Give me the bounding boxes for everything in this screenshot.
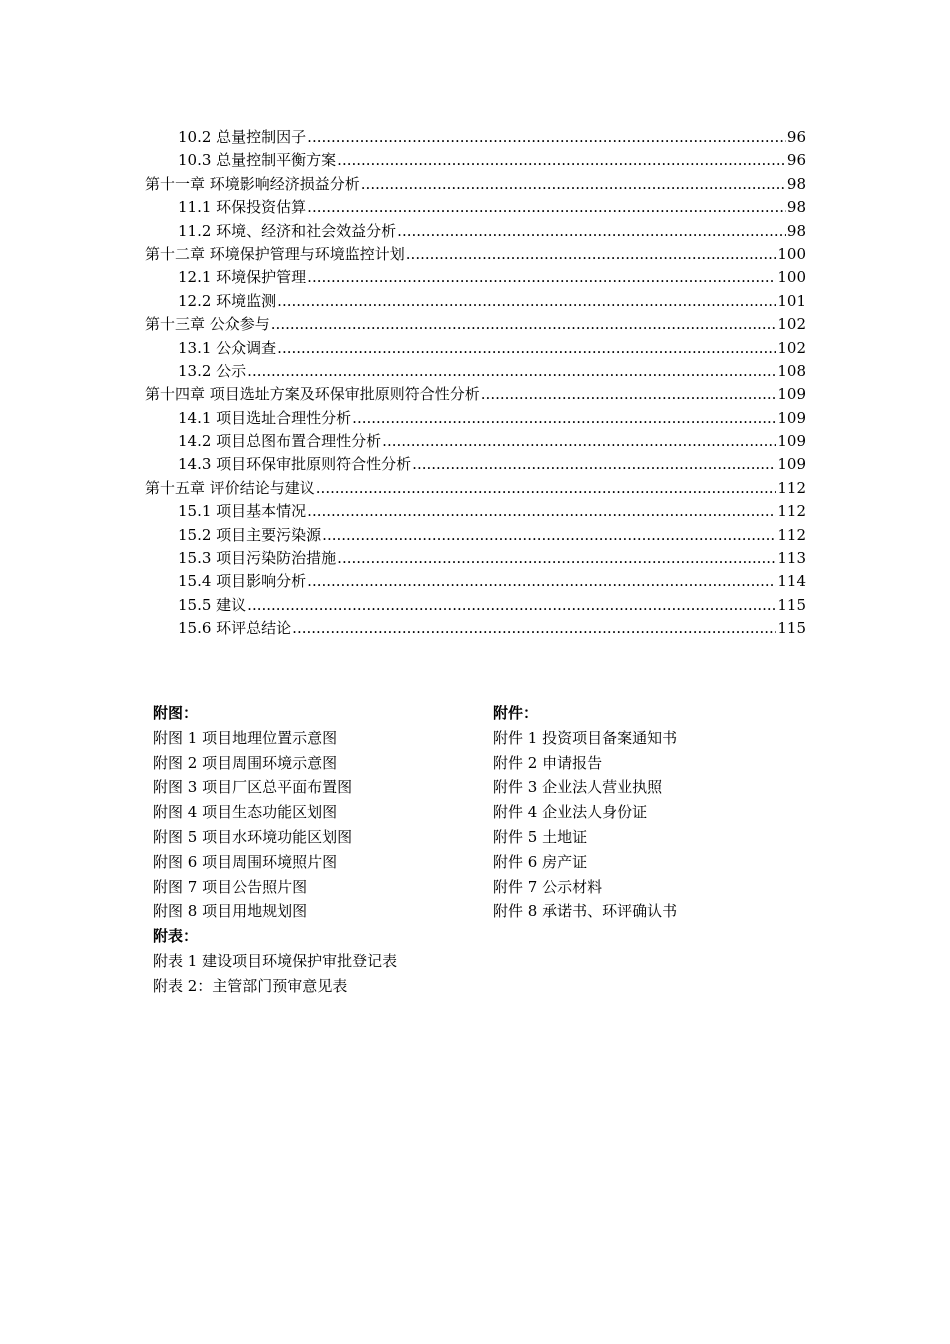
toc-leader-dots xyxy=(277,290,776,313)
table-item[interactable]: 附表 1 建设项目环境保护审批登记表 xyxy=(153,951,398,970)
toc-entry[interactable] xyxy=(145,126,806,149)
toc-entry-title: 15.2 项目主要污染源 xyxy=(178,525,322,544)
toc-entry-page: 115 xyxy=(777,595,806,614)
toc-leader-dots xyxy=(307,500,776,523)
toc-entry-title: 10.3 总量控制平衡方案 xyxy=(178,151,337,170)
attachments-heading: 附件： xyxy=(493,704,539,722)
toc-leader-dots xyxy=(307,570,776,593)
toc-entry[interactable] xyxy=(145,430,806,453)
toc-entry[interactable] xyxy=(145,617,806,640)
toc-entry-title: 15.6 环评总结论 xyxy=(178,619,292,638)
toc-entry-title: 15.1 项目基本情况 xyxy=(178,502,307,521)
toc-entry-page: 101 xyxy=(777,291,806,310)
figure-item[interactable]: 附图 1 项目地理位置示意图 xyxy=(153,728,338,747)
toc-leader-dots xyxy=(247,594,776,617)
toc-entry[interactable] xyxy=(145,196,806,219)
toc-leader-dots xyxy=(397,220,786,243)
toc-leader-dots xyxy=(322,524,776,547)
attachment-item[interactable]: 附件 6 房产证 xyxy=(493,852,588,871)
figure-item[interactable]: 附图 5 项目水环境功能区划图 xyxy=(153,827,353,846)
toc-entry-title: 14.2 项目总图布置合理性分析 xyxy=(178,432,382,451)
toc-entry-page: 115 xyxy=(777,619,806,638)
toc-entry-page: 109 xyxy=(777,408,806,427)
toc-leader-dots xyxy=(337,149,786,172)
toc-entry[interactable] xyxy=(145,290,806,313)
toc-entry-title: 15.4 项目影响分析 xyxy=(178,572,307,591)
attachment-item[interactable]: 附件 5 土地证 xyxy=(493,827,588,846)
toc-entry[interactable] xyxy=(145,453,806,476)
figure-item[interactable]: 附图 6 项目周围环境照片图 xyxy=(153,852,338,871)
toc-entry-page: 98 xyxy=(786,221,806,240)
toc-leader-dots xyxy=(406,243,777,266)
figure-item[interactable]: 附图 4 项目生态功能区划图 xyxy=(153,803,338,822)
toc-entry-title: 第十四章 项目选址方案及环保审批原则符合性分析 xyxy=(145,385,480,404)
toc-entry[interactable] xyxy=(145,594,806,617)
tables-list xyxy=(153,924,397,998)
figure-item[interactable]: 附图 3 项目厂区总平面布置图 xyxy=(153,778,353,797)
toc-entry[interactable] xyxy=(145,360,806,383)
figure-item[interactable]: 附图 8 项目用地规划图 xyxy=(153,902,308,921)
toc-leader-dots xyxy=(271,313,777,336)
toc-entry[interactable] xyxy=(145,524,806,547)
toc-leader-dots xyxy=(412,453,776,476)
table-item[interactable]: 附表 2：主管部门预审意见表 xyxy=(153,976,348,995)
toc-entry-title: 第十二章 环境保护管理与环境监控计划 xyxy=(145,244,405,263)
toc-chapter[interactable] xyxy=(145,313,806,336)
toc-entry-title: 15.5 建议 xyxy=(178,595,247,614)
toc-chapter[interactable] xyxy=(145,173,806,196)
toc-entry-title: 第十三章 公众参与 xyxy=(145,315,270,334)
toc-entry-page: 109 xyxy=(777,385,806,404)
toc-entry-page: 98 xyxy=(786,174,806,193)
table-of-contents xyxy=(145,126,806,641)
attachment-item[interactable]: 附件 1 投资项目备案通知书 xyxy=(493,728,678,747)
toc-chapter[interactable] xyxy=(145,383,806,406)
toc-entry-title: 12.2 环境监测 xyxy=(178,291,277,310)
toc-entry-page: 108 xyxy=(777,361,806,380)
figures-heading: 附图： xyxy=(153,704,199,722)
toc-entry[interactable] xyxy=(145,500,806,523)
toc-entry-title: 14.3 项目环保审批原则符合性分析 xyxy=(178,455,412,474)
toc-entry-page: 114 xyxy=(777,572,806,591)
toc-entry-page: 98 xyxy=(786,198,806,217)
attachment-item[interactable]: 附件 3 企业法人营业执照 xyxy=(493,778,663,797)
toc-entry[interactable] xyxy=(145,570,806,593)
toc-leader-dots xyxy=(307,266,776,289)
toc-entry-title: 第十五章 评价结论与建议 xyxy=(145,478,315,497)
figure-item[interactable]: 附图 7 项目公告照片图 xyxy=(153,877,308,896)
toc-entry-page: 96 xyxy=(786,151,806,170)
toc-leader-dots xyxy=(307,196,786,219)
toc-entry-page: 112 xyxy=(777,478,806,497)
toc-entry[interactable] xyxy=(145,149,806,172)
toc-entry-page: 113 xyxy=(777,549,806,568)
figures-list xyxy=(153,701,352,924)
attachment-item[interactable]: 附件 2 申请报告 xyxy=(493,753,603,772)
toc-leader-dots xyxy=(247,360,776,383)
toc-entry-page: 109 xyxy=(777,455,806,474)
toc-leader-dots xyxy=(307,126,786,149)
toc-chapter[interactable] xyxy=(145,243,806,266)
toc-entry[interactable] xyxy=(145,407,806,430)
toc-leader-dots xyxy=(361,173,786,196)
toc-entry-page: 109 xyxy=(777,432,806,451)
toc-entry-page: 96 xyxy=(786,128,806,146)
attachment-item[interactable]: 附件 8 承诺书、环评确认书 xyxy=(493,902,678,921)
toc-entry[interactable] xyxy=(145,337,806,360)
attachments-list xyxy=(493,701,677,924)
toc-entry-title: 第十一章 环境影响经济损益分析 xyxy=(145,174,360,193)
toc-entry[interactable] xyxy=(145,266,806,289)
attachment-item[interactable]: 附件 7 公示材料 xyxy=(493,877,603,896)
toc-entry-page: 102 xyxy=(777,338,806,357)
toc-entry-title: 12.1 环境保护管理 xyxy=(178,268,307,287)
toc-entry-page: 112 xyxy=(777,502,806,521)
toc-entry-title: 13.1 公众调查 xyxy=(178,338,277,357)
attachment-item[interactable]: 附件 4 企业法人身份证 xyxy=(493,803,648,822)
toc-entry-page: 102 xyxy=(777,315,806,334)
toc-entry-title: 14.1 项目选址合理性分析 xyxy=(178,408,352,427)
toc-leader-dots xyxy=(382,430,776,453)
toc-chapter[interactable] xyxy=(145,477,806,500)
toc-entry-title: 15.3 项目污染防治措施 xyxy=(178,549,337,568)
toc-leader-dots xyxy=(481,383,777,406)
toc-leader-dots xyxy=(337,547,776,570)
toc-entry-title: 11.2 环境、经济和社会效益分析 xyxy=(178,221,397,240)
toc-entry-page: 112 xyxy=(777,525,806,544)
figure-item[interactable]: 附图 2 项目周围环境示意图 xyxy=(153,753,338,772)
toc-entry-title: 10.2 总量控制因子 xyxy=(178,128,307,146)
toc-leader-dots xyxy=(352,407,776,430)
toc-leader-dots xyxy=(277,337,776,360)
toc-entry[interactable] xyxy=(145,547,806,570)
toc-entry[interactable] xyxy=(145,220,806,243)
toc-leader-dots xyxy=(316,477,777,500)
toc-leader-dots xyxy=(292,617,776,640)
toc-entry-page: 100 xyxy=(777,244,806,263)
tables-heading: 附表： xyxy=(153,927,199,945)
toc-entry-title: 13.2 公示 xyxy=(178,361,247,380)
toc-entry-page: 100 xyxy=(777,268,806,287)
toc-entry-title: 11.1 环保投资估算 xyxy=(178,198,307,217)
